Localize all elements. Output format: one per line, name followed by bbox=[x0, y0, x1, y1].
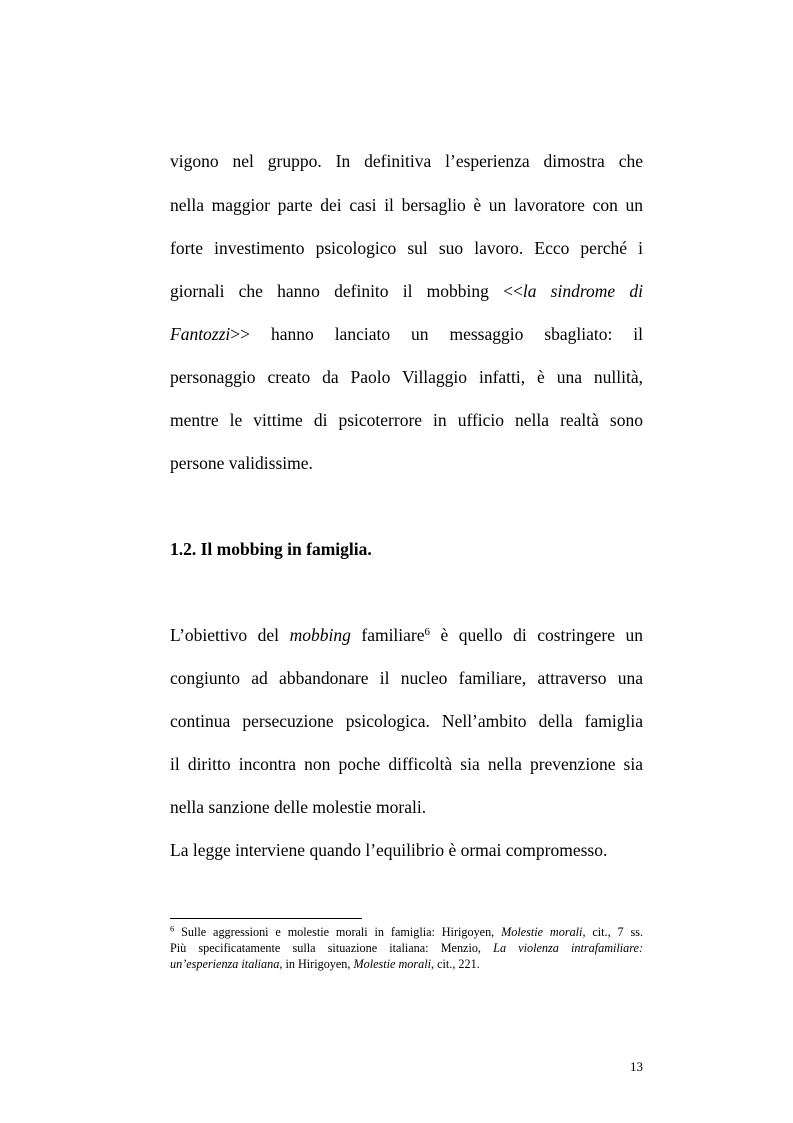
footnote-separator bbox=[170, 918, 362, 919]
text-line bbox=[170, 280, 643, 302]
text-line bbox=[170, 624, 643, 646]
text-line: il diritto incontra non poche difficoltà sia nella prevenzione sia bbox=[170, 754, 643, 774]
section-heading: 1.2. Il mobbing in famiglia. bbox=[170, 539, 372, 559]
text-run: , in Hirigoyen, bbox=[279, 957, 354, 971]
text-line: forte investimento psicologico sul suo lavoro. Ecco perché i bbox=[170, 238, 643, 258]
text-line: nella maggior parte dei casi il bersaglio è un lavoratore con un bbox=[170, 195, 643, 215]
text-run: Sulle aggressioni e molestie morali in famiglia: Hirigoyen, bbox=[174, 925, 502, 939]
footnote-line bbox=[170, 957, 643, 972]
text-line: La legge interviene quando l’equilibrio è ormai compromesso. bbox=[170, 840, 608, 860]
italic-term: mobbing bbox=[289, 625, 351, 645]
text-run: , cit., 7 ss. bbox=[582, 925, 643, 939]
footnote-number: 6 bbox=[170, 923, 175, 934]
text-line: congiunto ad abbandonare il nucleo familiare, attraverso una bbox=[170, 668, 643, 688]
text-run: , cit., 221. bbox=[431, 957, 480, 971]
italic-quote: Fantozzi bbox=[170, 324, 231, 344]
text-line: nella sanzione delle molestie morali. bbox=[170, 797, 427, 817]
text-run: L’obiettivo del bbox=[170, 625, 290, 645]
italic-title: un’esperienza italiana bbox=[170, 957, 280, 971]
italic-title: Molestie morali bbox=[353, 957, 432, 971]
text-run: Più specificatamente sulla situazione italiana: Menzio, bbox=[170, 941, 494, 955]
footnote-reference: 6 bbox=[424, 626, 430, 639]
text-line: personaggio creato da Paolo Villaggio infatti, è una nullità, bbox=[170, 367, 643, 387]
text-line: continua persecuzione psicologica. Nell’ambito della famiglia bbox=[170, 711, 643, 731]
text-run: familiare bbox=[350, 625, 425, 645]
text-line bbox=[170, 323, 643, 345]
text-run: >> hanno lanciato un messaggio sbagliato: il bbox=[230, 324, 643, 344]
footnote-line bbox=[170, 941, 643, 956]
footnote-line bbox=[170, 925, 643, 940]
text-line: mentre le vittime di psicoterrore in ufficio nella realtà sono bbox=[170, 410, 643, 430]
italic-quote: la sindrome di bbox=[522, 281, 643, 301]
page-number: 13 bbox=[630, 1059, 643, 1074]
text-run: giornali che hanno definito il mobbing << bbox=[170, 281, 523, 301]
text-line: persone validissime. bbox=[170, 453, 313, 473]
italic-title: La violenza intrafamiliare: bbox=[493, 941, 644, 955]
italic-title: Molestie morali bbox=[501, 925, 583, 939]
text-run: è quello di costringere un bbox=[429, 625, 643, 645]
text-line: vigono nel gruppo. In definitiva l’esperienza dimostra che bbox=[170, 151, 643, 171]
